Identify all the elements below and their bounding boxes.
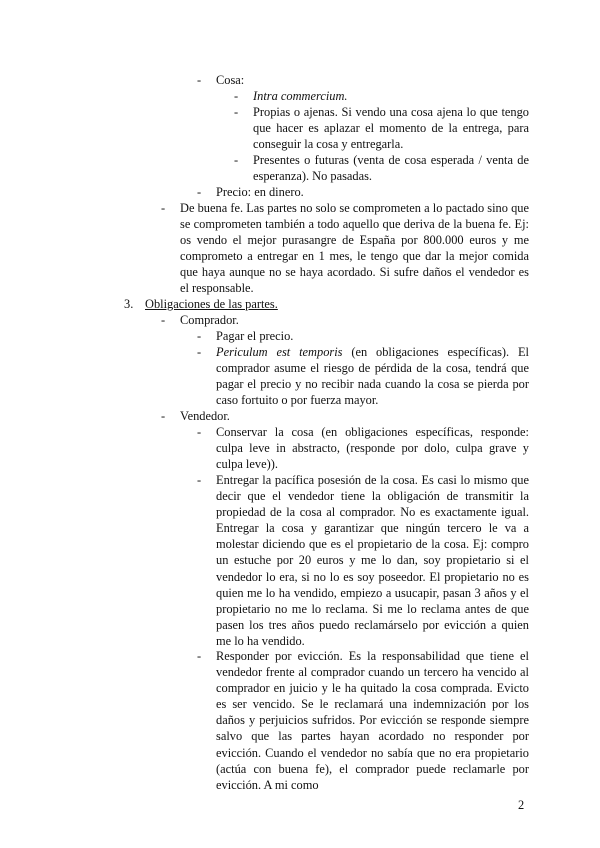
list-item-conservar	[197, 424, 529, 472]
dash-bullet: -	[197, 649, 202, 663]
dash-bullet: -	[234, 105, 239, 119]
section-title: Obligaciones de las partes.	[145, 297, 278, 311]
dash-bullet: -	[197, 425, 202, 439]
dash-bullet: -	[197, 473, 202, 487]
dash-bullet: -	[197, 73, 202, 87]
buena-fe-text: De buena fe. Las partes no solo se comprometen a lo pactado sino que se comprometen también a todo aquello que deriva de la buena fe. Ej: os vendo el mejor purasangre de España por 800.000 euros y me comprometo a entregar en 1 mes, le tengo que dar la mejor comida que haya aunque no se haya acordado. Si sufre daños el vendedor es el responsable.	[180, 201, 529, 296]
vendedor-item-text: Responder por evicción. Es la responsabilidad que tiene el vendedor frente al comprador cuando un tercero ha vencido al comprador en juicio y le ha quitado la cosa comprada. Evicto es ser vencido. Se le reclamará una indemnización por los daños y perjuicios sufridos. Por evicción se responde siempre salvo que las partes hayan acordado no responder por evicción. Cuando el vendedor no sabía que no era propietario (actúa con buena fe), el comprador puede reclamarle por evicción. A mi como	[216, 649, 529, 792]
list-item-eviccion	[197, 648, 529, 793]
cosa-item-text: Propias o ajenas. Si vendo una cosa ajena lo que tengo que hacer es aplazar el momento de la entrega, para conseguir la cosa y entregarla.	[253, 105, 529, 152]
list-item-propias-ajenas	[234, 104, 529, 152]
dash-bullet: -	[197, 329, 202, 343]
comprador-item-text	[216, 344, 529, 408]
dash-bullet: -	[161, 409, 166, 423]
vendedor-label: Vendedor.	[180, 409, 230, 423]
dash-bullet: -	[161, 201, 166, 215]
list-item-cosa	[197, 72, 517, 88]
cosa-item-text: Presentes o futuras (venta de cosa esperada / venta de esperanza). No pasadas.	[253, 153, 529, 184]
page-number: 2	[518, 798, 525, 812]
list-item-precio	[197, 184, 517, 200]
list-item-vendedor	[161, 408, 529, 424]
cosa-item-text: Intra commercium.	[253, 89, 348, 103]
list-item-comprador	[161, 312, 529, 328]
dash-bullet: -	[197, 185, 202, 199]
section-heading	[124, 296, 529, 312]
dash-bullet: -	[234, 89, 239, 103]
list-item-presentes-futuras	[234, 152, 529, 184]
list-item-entregar	[197, 472, 529, 649]
periculum-rest: (en obligaciones específicas). El comprador asume el riesgo de pérdida de la cosa, tendrá que pagar el precio y no recibir nada cuando la cosa se pierda por caso fortuito o por fuerza mayor.	[216, 345, 529, 408]
comprador-label: Comprador.	[180, 313, 239, 327]
periculum-term: Periculum est temporis	[216, 345, 343, 359]
list-item-periculum	[197, 344, 529, 408]
list-item-intra-commercium	[234, 88, 529, 104]
precio-text: Precio: en dinero.	[216, 185, 304, 199]
list-item-pagar-precio	[197, 328, 529, 344]
comprador-item-text: Pagar el precio.	[216, 329, 294, 343]
section-number: 3.	[124, 297, 134, 311]
dash-bullet: -	[197, 345, 202, 359]
vendedor-item-text: Entregar la pacífica posesión de la cosa. Es casi lo mismo que decir que el vendedor tiene la obligación de transmitir la propiedad de la cosa al comprador. No es exactamente igual. Entregar la cosa y garantizar que ningún tercero le va a molestar diciendo que es el propietario de la cosa. Ej: compro un estuche por 20 euros y me lo dan, soy propietario si el vendedor lo era, si no lo es soy poseedor. El propietario no es quien me lo ha vendido, empiezo a usucapir, pasan 3 años y el propietario no me lo reclama. Si me lo reclama antes de que pasen los tres años puedo reclamárselo por evicción a quien me lo ha vendido.	[216, 473, 529, 648]
dash-bullet: -	[161, 313, 166, 327]
list-item-buena-fe	[161, 200, 529, 297]
cosa-label: Cosa:	[216, 73, 245, 87]
vendedor-item-text: Conservar la cosa (en obligaciones específicas, responde: culpa leve in abstracto, (responde por dolo, culpa grave y culpa leve)).	[216, 425, 529, 472]
dash-bullet: -	[234, 153, 239, 167]
